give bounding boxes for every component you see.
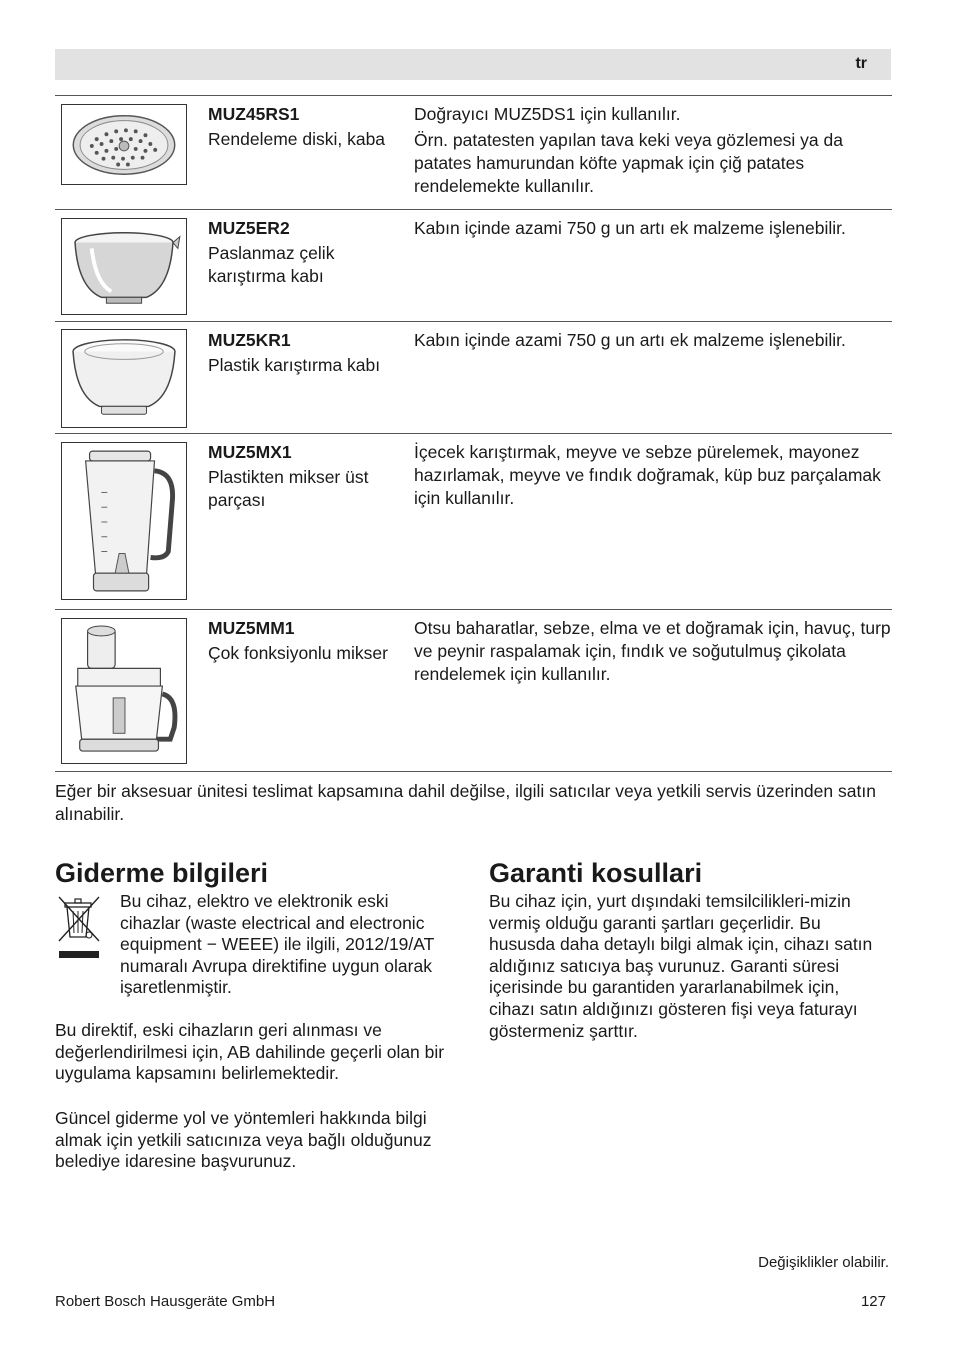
accessory-row xyxy=(55,210,892,322)
accessory-name-block xyxy=(208,329,408,377)
steel-bowl-icon xyxy=(62,219,186,314)
disposal-intro: Bu cihaz, elektro ve elektronik eski cihazlar (waste electrical and electronic equipment − WEEE) ile ilgili, 2012/19/AT numaralı Avrupa direktifine uygun olarak işaretlenmiştir. xyxy=(120,891,435,998)
disposal-paragraph-2: Bu direktif, eski cihazların geri alınması ve değerlendirilmesi için, AB dahilinde geçerli olan bir uygulama kapsamını belirlemektedir. xyxy=(55,1020,445,1084)
accessory-code: MUZ5MM1 xyxy=(208,618,295,638)
grating-disc-icon xyxy=(62,105,186,184)
accessory-row xyxy=(55,434,892,610)
accessory-name: Paslanmaz çelik karıştırma kabı xyxy=(208,243,335,286)
company-name: Robert Bosch Hausgeräte GmbH xyxy=(55,1293,276,1310)
accessory-name-block xyxy=(208,217,408,288)
accessory-name: Rendeleme diski, kaba xyxy=(208,129,386,149)
accessory-name-block xyxy=(208,441,408,512)
steel-bowl-image xyxy=(61,218,187,315)
description-paragraph: İçecek karıştırmak, meyve ve sebze pürelemek, mayonez hazırlamak, meyve ve fındık doğramak, küp buz parçalamak için kullanılır. xyxy=(414,442,881,508)
accessory-name: Plastik karıştırma kabı xyxy=(208,355,381,375)
accessory-description xyxy=(414,103,892,201)
description-paragraph: Örn. patatesten yapılan tava keki veya gözlemesi ya da patates hamurundan köfte yapmak için çiğ patates rendelemekte kullanılır. xyxy=(414,130,843,196)
accessory-description xyxy=(414,217,892,243)
disposal-heading: Giderme bilgileri xyxy=(55,858,269,888)
multi-mixer-image xyxy=(61,618,187,764)
warranty-text: Bu cihaz için, yurt dışındaki temsilcilikleri-mizin vermiş olduğu garanti şartları geçerlidir. Bu hususda daha detaylı bilgi almak için, cihazı satın aldığınız satıcıya baş vurunuz. Garanti süresi içerisinde bu garantiden yararlanabilmek için, cihazı satın aldığınızı gösteren fişi veya faturayı göstermeniz şarttır. xyxy=(489,891,873,1041)
weee-crossed-bin-icon xyxy=(55,893,103,963)
accessory-description xyxy=(414,441,892,513)
description-paragraph: Otsu baharatlar, sebze, elma ve et doğramak için, havuç, turp ve peynir raspalamak için, fındık ve soğutulmuş çikolata rendelemek için kullanılır. xyxy=(414,618,891,684)
availability-note: Eğer bir aksesuar ünitesi teslimat kapsamına dahil değilse, ilgili satıcılar veya yetkili servis üzerinden satın alınabilir. xyxy=(55,781,876,824)
accessory-row xyxy=(55,322,892,434)
page-number: 127 xyxy=(860,1293,886,1310)
language-code: tr xyxy=(855,55,867,72)
plastic-bowl-image xyxy=(61,329,187,428)
accessory-name-block xyxy=(208,103,408,151)
accessory-code: MUZ5MX1 xyxy=(208,442,292,462)
accessory-code: MUZ5ER2 xyxy=(208,218,290,238)
accessory-description xyxy=(414,617,892,689)
blender-image xyxy=(61,442,187,600)
blender-icon xyxy=(62,443,186,599)
grating-disc-image xyxy=(61,104,187,185)
accessory-row xyxy=(55,610,892,772)
accessory-code: MUZ5KR1 xyxy=(208,330,291,350)
accessory-description xyxy=(414,329,892,355)
accessory-code: MUZ45RS1 xyxy=(208,104,300,124)
accessory-name: Çok fonksiyonlu mikser xyxy=(208,643,388,663)
accessory-name-block xyxy=(208,617,408,665)
multi-mixer-icon xyxy=(62,619,186,763)
accessory-row xyxy=(55,96,892,210)
description-paragraph: Kabın içinde azami 750 g un artı ek malzeme işlenebilir. xyxy=(414,330,846,350)
changes-note: Değişiklikler olabilir. xyxy=(758,1254,889,1271)
description-paragraph: Doğrayıcı MUZ5DS1 için kullanılır. xyxy=(414,104,681,124)
description-paragraph: Kabın içinde azami 750 g un artı ek malzeme işlenebilir. xyxy=(414,218,846,238)
plastic-bowl-icon xyxy=(62,330,186,427)
language-header-bar xyxy=(55,49,891,80)
accessory-table xyxy=(55,95,892,772)
accessory-name: Plastikten mikser üst parçası xyxy=(208,467,369,510)
warranty-heading: Garanti kosullari xyxy=(489,858,703,888)
disposal-paragraph-3: Güncel giderme yol ve yöntemleri hakkında bilgi almak için yetkili satıcınıza veya bağlı olduğunuz belediye idaresine başvurunuz. xyxy=(55,1108,432,1172)
